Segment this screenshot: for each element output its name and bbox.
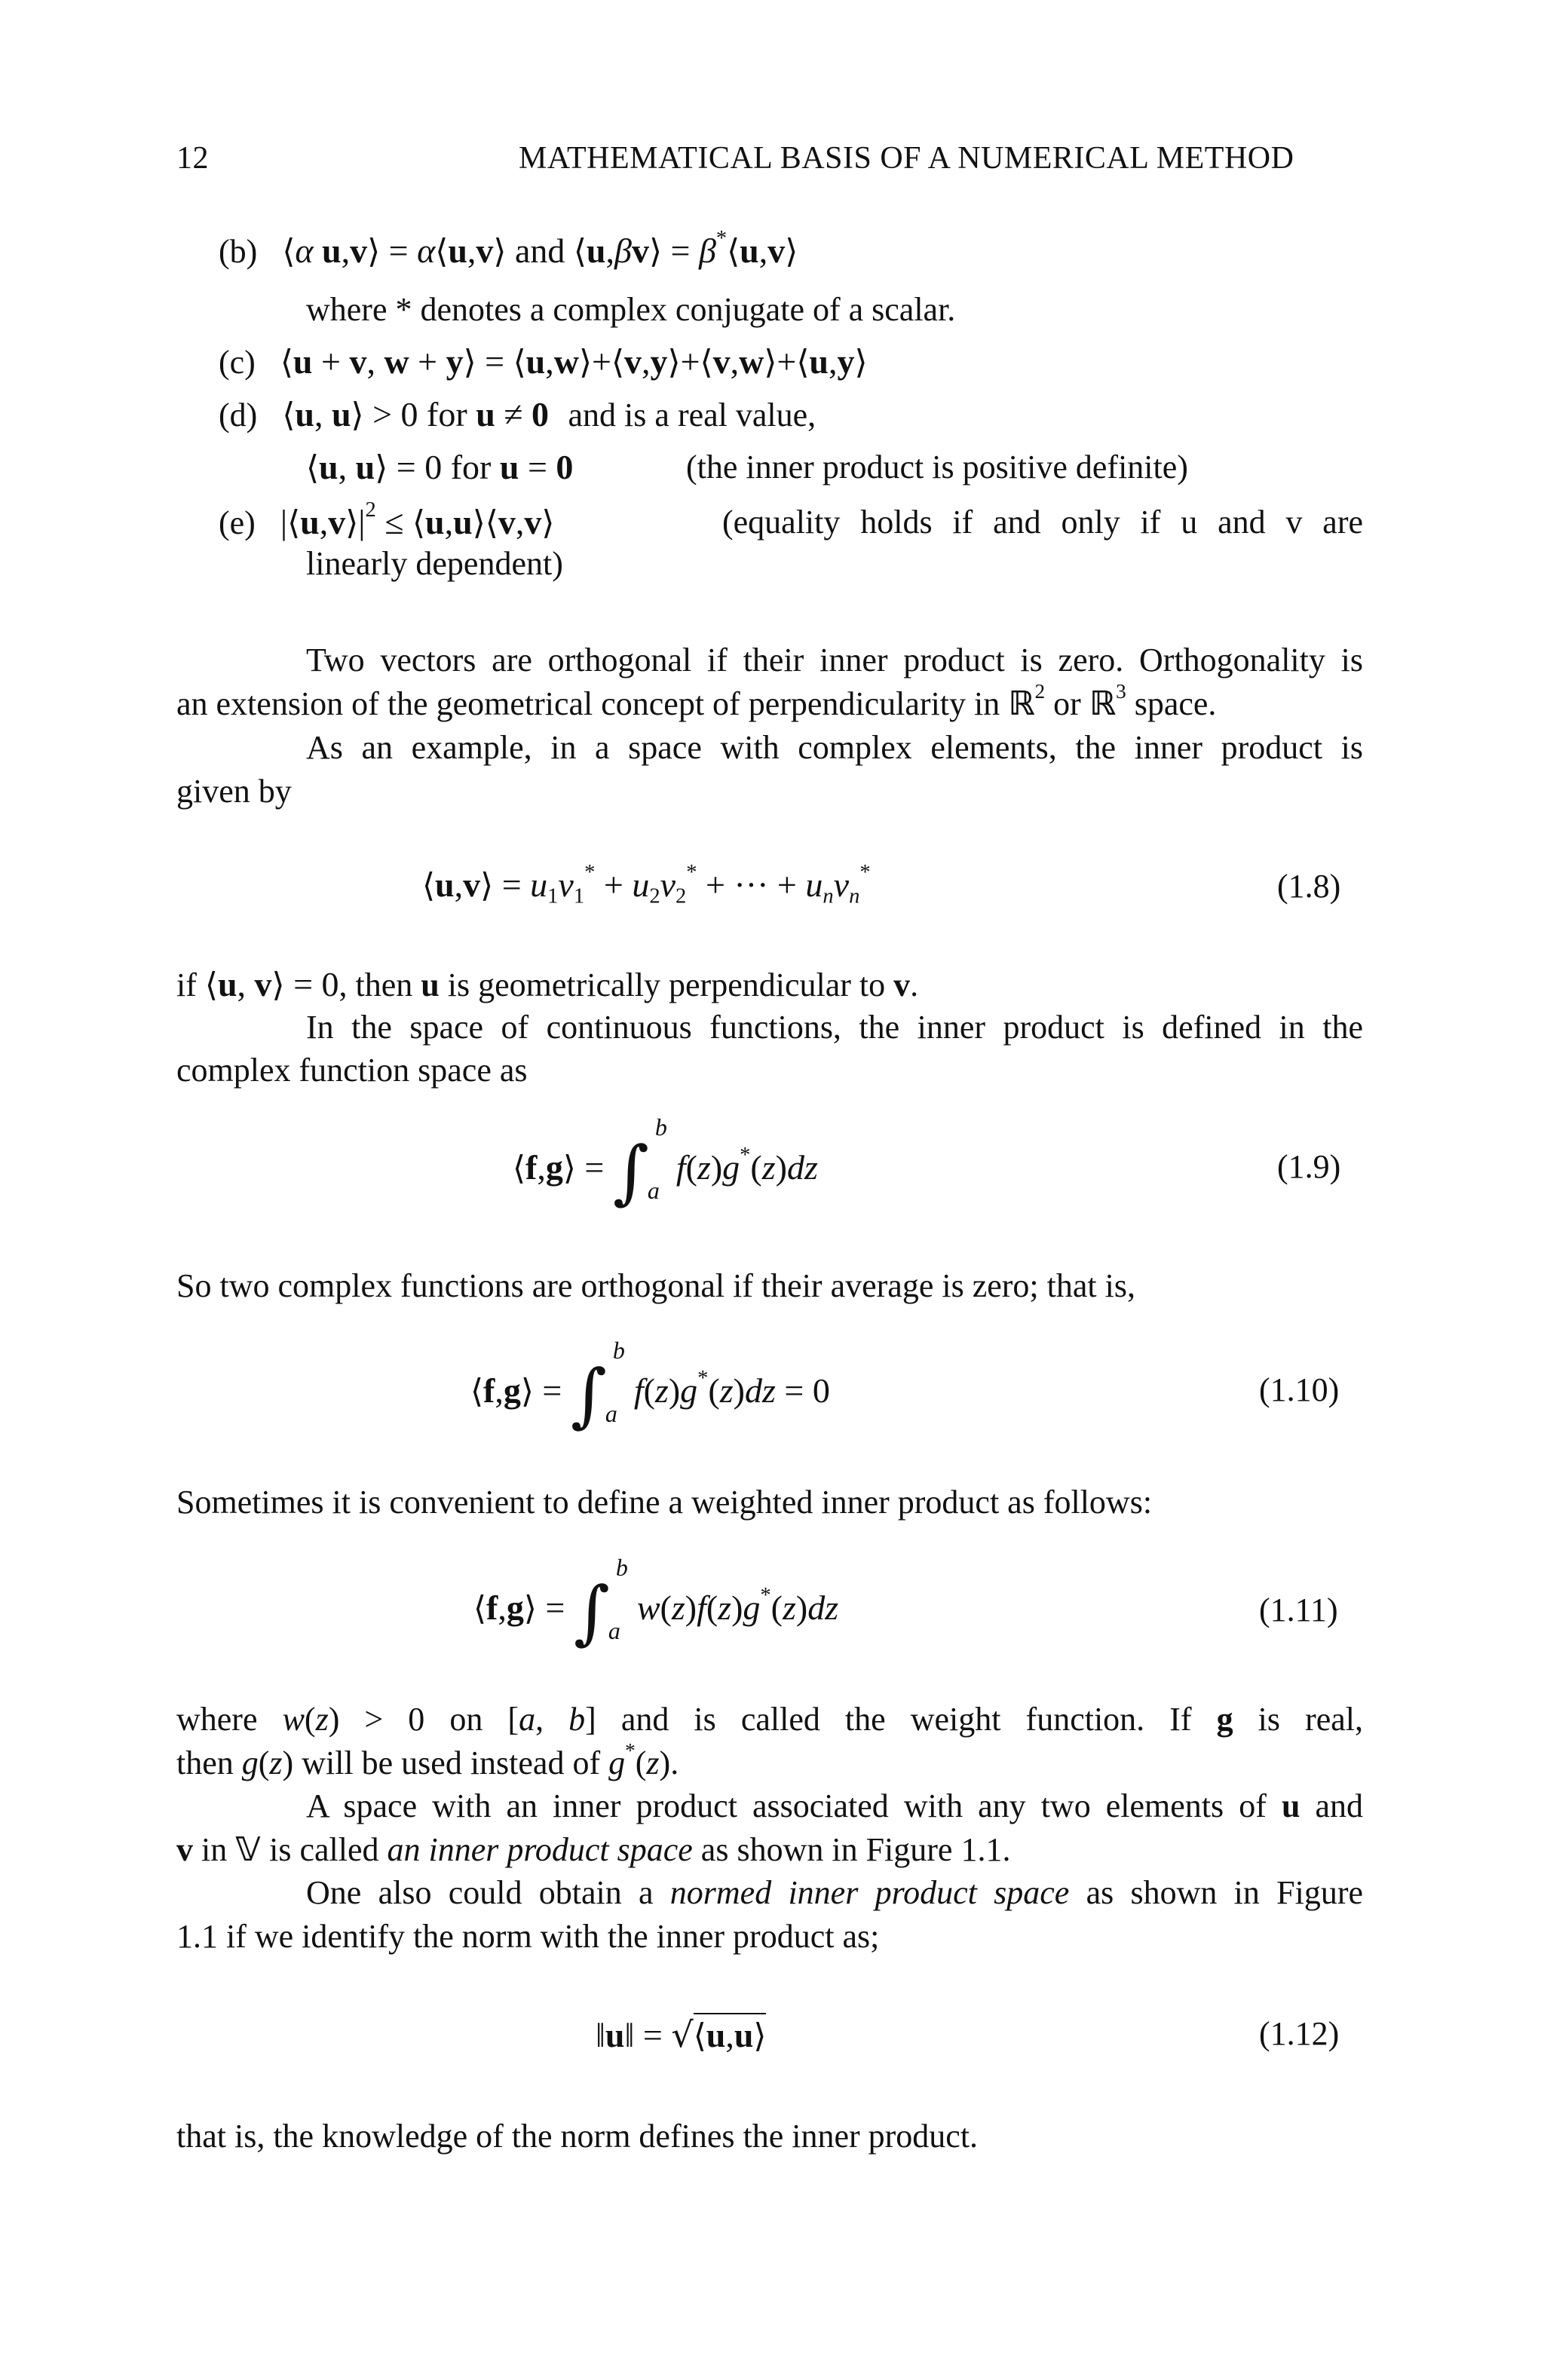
paragraph-orthogonal-line1: Two vectors are orthogonal if their inner product is zero. Orthogonality is	[306, 642, 1363, 678]
equation-1-8: ⟨u,v⟩ = $u_1v_1^* + u_2v_2^*$ + ··· + $u_nv_n^*$	[422, 861, 871, 908]
paragraph-orthogonal-line2-c: space.	[1134, 685, 1217, 722]
paragraph-weighted: Sometimes it is convenient to define a weighted inner product as follows:	[176, 1484, 1153, 1521]
paragraph-weight-d: is real,	[1258, 1701, 1364, 1738]
paragraph-normed-line2: 1.1 if we identify the norm with the inner product as;	[176, 1918, 880, 1955]
paragraph-weight-line2: then g(z) will be used instead of g*(z).	[176, 1739, 679, 1781]
paragraph-ips-f: as shown in Figure 1.1.	[700, 1831, 1011, 1868]
paragraph-inner-product-space-line1: A space with an inner product associated with any two elements of u and	[306, 1787, 1364, 1824]
paragraph-ips-e: an inner product space	[387, 1831, 693, 1868]
property-c-formula: ⟨u + v, w + y⟩ = ⟨u,w⟩+⟨v,y⟩+⟨v,w⟩+⟨u,y⟩	[280, 342, 868, 381]
paragraph-continuous-line2: complex function space as	[176, 1052, 528, 1089]
paragraph-perpendicular-b: , then	[339, 966, 413, 1003]
paragraph-ips-a: A space with an inner product associated with any two elements of	[306, 1787, 1267, 1824]
paragraph-weight-e: then	[176, 1744, 234, 1781]
paragraph-perpendicular-c: is geometrically perpendicular to	[447, 966, 886, 1003]
paragraph-ips-b: and	[1315, 1787, 1364, 1824]
paragraph-normed-line1	[306, 1872, 1363, 1914]
integral-symbol: ∫	[570, 1355, 607, 1435]
equation-1-9: ⟨f,g⟩ = ∫ b a f(z)g*(z)dz	[513, 1113, 818, 1212]
paragraph-orthogonal-line2-a: an extension of the geometrical concept of perpendicularity in	[176, 685, 1000, 722]
property-d	[219, 394, 816, 436]
paragraph-orthogonal-line2: an extension of the geometrical concept of perpendicularity in ℝ$^2$ or ℝ$^3$ space.	[176, 680, 1217, 723]
integral-symbol: ∫	[573, 1572, 610, 1653]
paragraph-normed-c: as shown in Figure	[1086, 1874, 1364, 1911]
paragraph-weight-line1: where w(z) > 0 on [a, b] and is called the weight function. If g is real,	[176, 1701, 1364, 1738]
equation-number-1-9: (1.9)	[1277, 1148, 1341, 1185]
property-d-formula: ⟨u, u⟩ > 0 for u ≠ 0	[282, 395, 550, 434]
property-e-formula: $|⟨u,v⟩|^2$ ≤ ⟨u,u⟩⟨v,v⟩	[280, 498, 555, 542]
equation-number-1-10: (1.10)	[1259, 1371, 1340, 1408]
property-e-note-text: (equality holds if and only if u and v are	[722, 504, 1363, 541]
running-title: MATHEMATICAL BASIS OF A NUMERICAL METHOD	[519, 141, 1294, 176]
property-d-text: and is a real value,	[568, 397, 816, 433]
equation-number-1-8: (1.8)	[1277, 868, 1341, 905]
paragraph-ips-c: in	[201, 1831, 228, 1868]
paragraph-weight-f: will be used instead of	[302, 1744, 601, 1781]
paragraph-example-line2: given by	[176, 773, 292, 810]
property-e	[219, 498, 555, 544]
property-b	[219, 227, 798, 273]
paragraph-perpendicular: if ⟨u, v⟩ = 0, then u is geometrically perpendicular to v.	[176, 965, 919, 1004]
property-b-text: where * denotes a complex conjugate of a scalar.	[306, 291, 956, 328]
paragraph-weight-a: where	[176, 1701, 258, 1738]
property-e-note	[722, 501, 1363, 544]
property-d-second	[306, 446, 573, 489]
paragraph-example-line1: As an example, in a space with complex elements, the inner product is	[306, 729, 1363, 766]
property-e-continuation: linearly dependent)	[306, 545, 563, 582]
equation-number-1-12: (1.12)	[1259, 2015, 1340, 2052]
equation-number-1-11: (1.11)	[1259, 1591, 1338, 1628]
paragraph-ips-d: is called	[269, 1831, 379, 1868]
integral-symbol: ∫	[612, 1132, 649, 1212]
property-d-note: (the inner product is positive definite)	[686, 449, 1188, 485]
paragraph-inner-product-space-line2: v in 𝕍 is called an inner product space as shown in Figure 1.1.	[176, 1830, 1011, 1869]
paragraph-normed-b: normed inner product space	[669, 1874, 1070, 1911]
paragraph-conclusion: that is, the knowledge of the norm defines the inner product.	[176, 2118, 979, 2155]
property-d-formula-2: ⟨u, u⟩ = 0 for u = 0	[306, 448, 574, 487]
paragraph-normed-a: One also could obtain a	[306, 1874, 654, 1911]
equation-1-10: ⟨f,g⟩ = ∫ b a f(z)g*(z)dz = 0	[470, 1337, 830, 1435]
paragraph-average: So two complex functions are orthogonal if their average is zero; that is,	[176, 1267, 1135, 1304]
equation-1-11: ⟨f,g⟩ = ∫ b a w(z)f(z)g*(z)dz	[473, 1554, 839, 1653]
paragraph-weight-b: on	[449, 1701, 483, 1738]
paragraph-orthogonal-line2-b: or	[1053, 685, 1081, 722]
paragraph-weight-c: and is called the weight function. If	[620, 1701, 1192, 1738]
paragraph-perpendicular-a: if	[176, 966, 197, 1003]
property-c-label: (c)	[219, 344, 256, 381]
property-e-label: (e)	[219, 504, 256, 541]
property-b-formula: ⟨α u,v⟩ = α⟨u,v⟩ and ⟨u,βv⟩ = β*⟨u,v⟩	[282, 227, 798, 271]
property-d-label: (d)	[219, 397, 258, 433]
property-b-label: (b)	[219, 233, 258, 270]
equation-1-12: ‖u‖ = √⟨u,u⟩	[596, 2014, 767, 2055]
paragraph-continuous-line1: In the space of continuous functions, the inner product is defined in the	[306, 1009, 1363, 1046]
page-number: 12	[176, 141, 209, 176]
property-c	[219, 341, 868, 384]
